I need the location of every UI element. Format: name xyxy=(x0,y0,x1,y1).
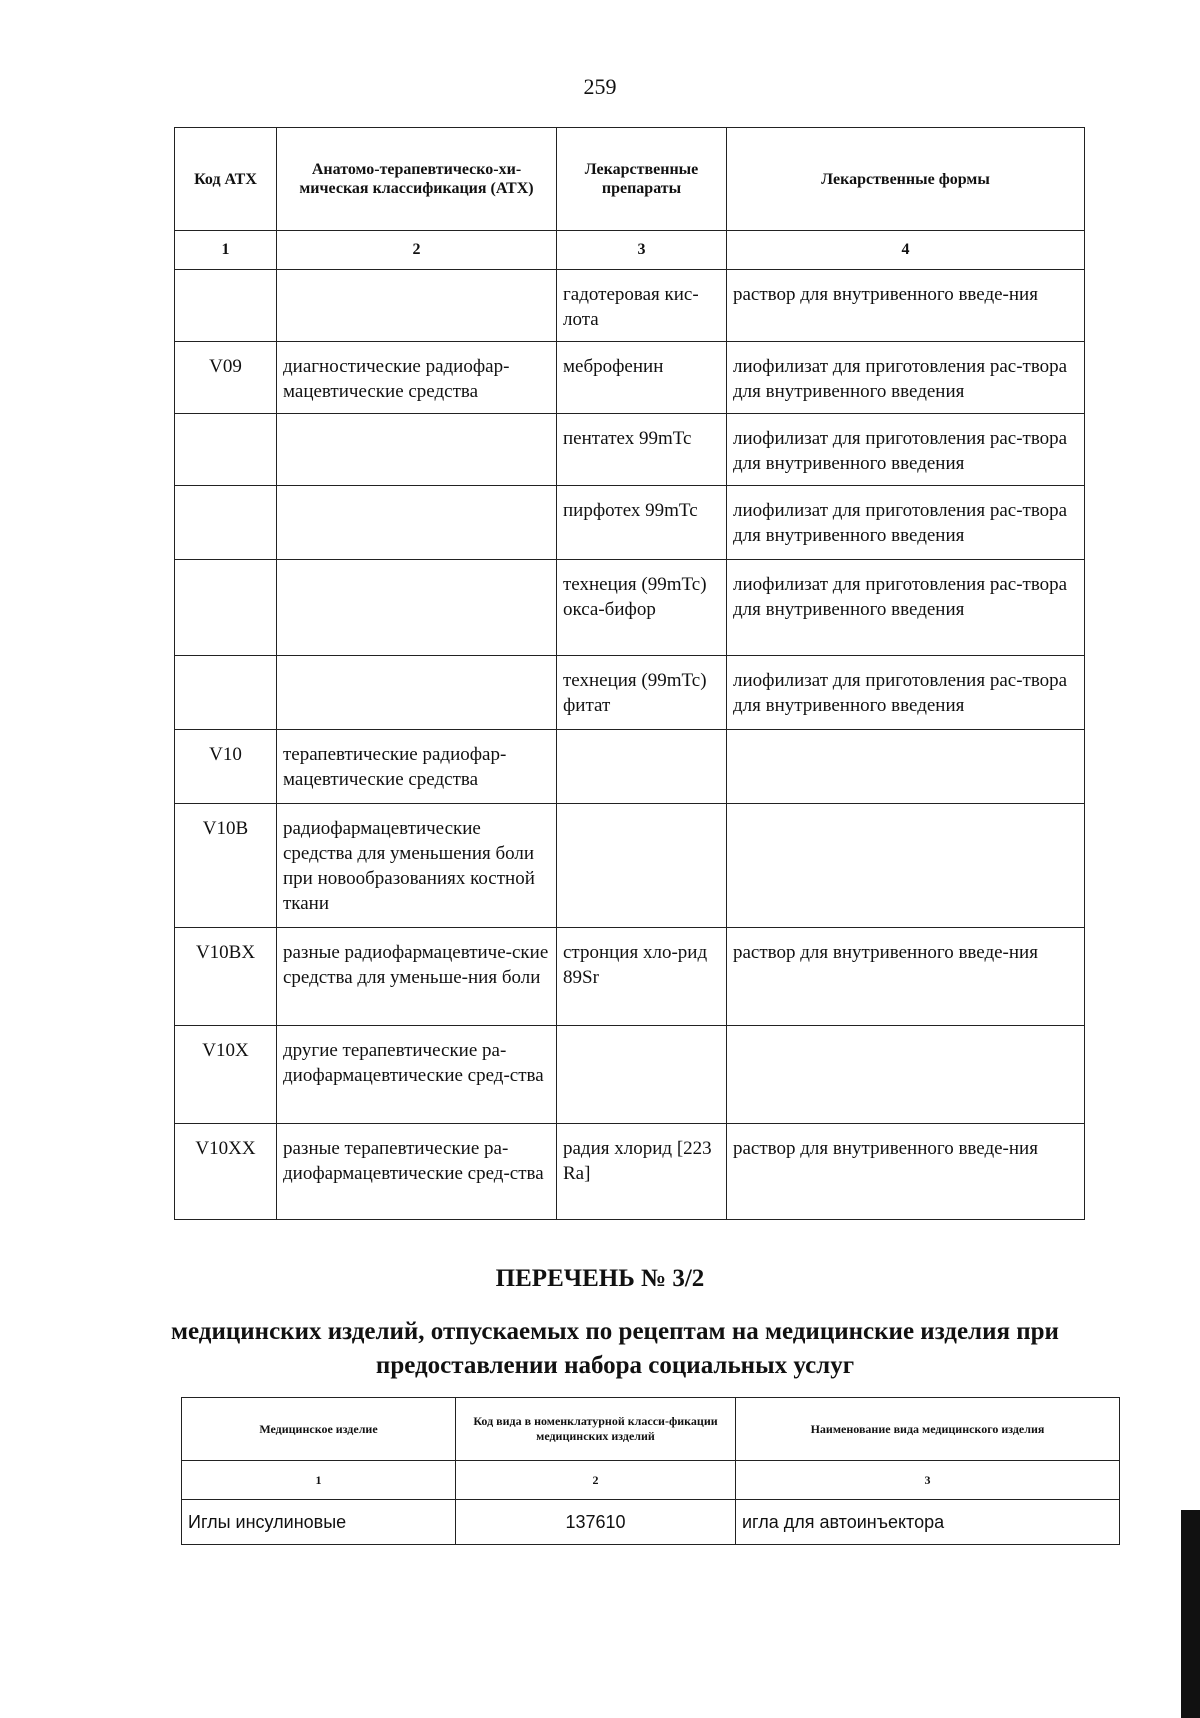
table-row xyxy=(175,1124,1085,1220)
drug-cell: пирфотех 99mTc xyxy=(557,486,727,560)
classification-cell xyxy=(277,270,557,342)
atc-code-cell xyxy=(175,414,277,486)
drug-cell: гадотеровая кис-лота xyxy=(557,270,727,342)
list-subtitle: медицинских изделий, отпускаемых по рецептам на медицинские изделия при предоставлении набора социальных услуг xyxy=(171,1318,1059,1379)
atc-table xyxy=(174,127,1085,1220)
classification-cell: разные терапевтические ра-диофармацевтические сред-ства xyxy=(277,1124,557,1220)
page-number: 259 xyxy=(583,74,617,99)
nomenclature-code-cell: 137610 xyxy=(456,1500,736,1545)
atc-code-cell: V10X xyxy=(175,1026,277,1124)
atc-header-row xyxy=(175,128,1085,231)
dosage-form-cell: лиофилизат для приготовления рас-твора для внутривенного введения xyxy=(727,486,1085,560)
medical-devices-table xyxy=(181,1397,1120,1545)
column-number: 1 xyxy=(175,231,277,270)
column-number: 3 xyxy=(557,231,727,270)
table-row xyxy=(182,1500,1120,1545)
table-row xyxy=(175,804,1085,928)
table-row xyxy=(175,928,1085,1026)
dosage-form-cell: лиофилизат для приготовления рас-твора для внутривенного введения xyxy=(727,342,1085,414)
atc-code-cell xyxy=(175,560,277,656)
devices-column-number-row xyxy=(182,1461,1120,1500)
drug-cell: радия хлорид [223 Ra] xyxy=(557,1124,727,1220)
drug-cell: стронция хло-рид 89Sr xyxy=(557,928,727,1026)
device-name-cell: Иглы инсулиновые xyxy=(182,1500,456,1545)
device-type-name-cell: игла для автоинъектора xyxy=(736,1500,1120,1545)
atc-code-cell: V10XX xyxy=(175,1124,277,1220)
classification-cell: радиофармацевтические средства для уменьшения боли при новообразованиях костной ткани xyxy=(277,804,557,928)
atc-code-cell: V10BX xyxy=(175,928,277,1026)
drug-cell xyxy=(557,1026,727,1124)
classification-cell: другие терапевтические ра-диофармацевтические сред-ства xyxy=(277,1026,557,1124)
table-row xyxy=(175,486,1085,560)
table-row xyxy=(175,560,1085,656)
table-row xyxy=(175,414,1085,486)
classification-cell: терапевтические радиофар-мацевтические средства xyxy=(277,730,557,804)
classification-cell: разные радиофармацевтиче-ские средства для уменьше-ния боли xyxy=(277,928,557,1026)
drug-cell: технеция (99mTc) окса-бифор xyxy=(557,560,727,656)
header-drugs: Лекарственные препараты xyxy=(557,128,727,231)
table-row xyxy=(175,730,1085,804)
column-number: 2 xyxy=(277,231,557,270)
atc-code-cell xyxy=(175,656,277,730)
atc-code-cell: V09 xyxy=(175,342,277,414)
header-atc-classification: Анатомо-терапевтическо-хи-мическая классификация (АТХ) xyxy=(277,128,557,231)
column-number: 2 xyxy=(456,1461,736,1500)
atc-code-cell: V10B xyxy=(175,804,277,928)
header-nomenclature-code: Код вида в номенклатурной класси-фикации медицинских изделий xyxy=(456,1398,736,1461)
drug-cell: технеция (99mTc) фитат xyxy=(557,656,727,730)
drug-cell: меброфенин xyxy=(557,342,727,414)
column-number: 3 xyxy=(736,1461,1120,1500)
classification-cell xyxy=(277,560,557,656)
atc-code-cell xyxy=(175,270,277,342)
table-row xyxy=(175,270,1085,342)
classification-cell xyxy=(277,486,557,560)
header-medical-device: Медицинское изделие xyxy=(182,1398,456,1461)
classification-cell xyxy=(277,656,557,730)
table-row xyxy=(175,1026,1085,1124)
classification-cell xyxy=(277,414,557,486)
table-row xyxy=(175,342,1085,414)
dosage-form-cell: раствор для внутривенного введе-ния xyxy=(727,270,1085,342)
table-row xyxy=(175,656,1085,730)
dosage-form-cell: лиофилизат для приготовления рас-твора для внутривенного введения xyxy=(727,414,1085,486)
dosage-form-cell: лиофилизат для приготовления рас-твора для внутривенного введения xyxy=(727,656,1085,730)
devices-header-row xyxy=(182,1398,1120,1461)
classification-cell: диагностические радиофар-мацевтические средства xyxy=(277,342,557,414)
atc-code-cell: V10 xyxy=(175,730,277,804)
column-number: 4 xyxy=(727,231,1085,270)
drug-cell: пентатех 99mTc xyxy=(557,414,727,486)
dosage-form-cell: раствор для внутривенного введе-ния xyxy=(727,928,1085,1026)
dosage-form-cell: лиофилизат для приготовления рас-твора для внутривенного введения xyxy=(727,560,1085,656)
atc-code-cell xyxy=(175,486,277,560)
dosage-form-cell xyxy=(727,1026,1085,1124)
atc-column-number-row xyxy=(175,231,1085,270)
header-dosage-forms: Лекарственные формы xyxy=(727,128,1085,231)
header-device-type-name: Наименование вида медицинского изделия xyxy=(736,1398,1120,1461)
dosage-form-cell xyxy=(727,804,1085,928)
dosage-form-cell: раствор для внутривенного введе-ния xyxy=(727,1124,1085,1220)
dosage-form-cell xyxy=(727,730,1085,804)
header-atc-code: Код АТХ xyxy=(175,128,277,231)
drug-cell xyxy=(557,730,727,804)
column-number: 1 xyxy=(182,1461,456,1500)
drug-cell xyxy=(557,804,727,928)
scan-edge-mark xyxy=(1181,1510,1200,1718)
list-title: ПЕРЕЧЕНЬ № 3/2 xyxy=(495,1265,705,1292)
